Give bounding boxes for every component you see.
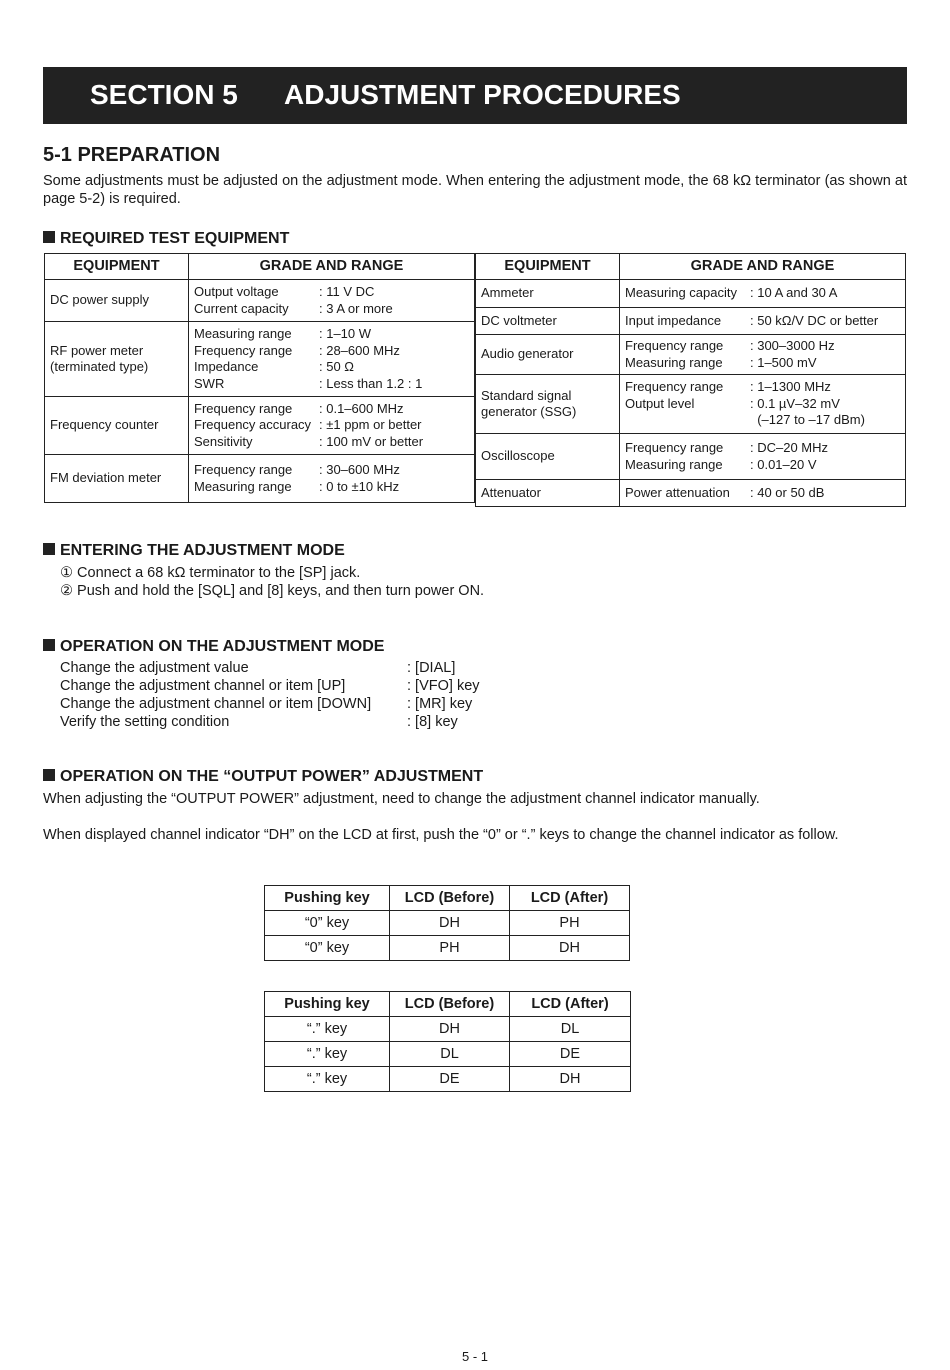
key-table-row: [265, 936, 630, 961]
equipment-row: [476, 375, 906, 434]
key-table-header: LCD (Before): [390, 886, 510, 911]
equipment-row: [476, 335, 906, 375]
equipment-specs: [620, 434, 906, 480]
col-equipment: EQUIPMENT: [45, 254, 189, 280]
spec-value: : 0.01–20 V: [750, 456, 817, 472]
key-table-header: LCD (Before): [390, 992, 510, 1017]
operation-row: [60, 713, 480, 731]
equipment-row: [45, 397, 475, 455]
operation-action: Change the adjustment channel or item [UP]: [60, 678, 346, 694]
equipment-row: [476, 280, 906, 308]
page-number: 5 - 1: [461, 1349, 488, 1364]
key-table-row: [265, 1042, 631, 1067]
equipment-name-line: Frequency counter: [50, 417, 159, 433]
equipment-name: [45, 280, 189, 322]
equipment-name: [476, 280, 620, 308]
key-table-cell: “.” key: [265, 1017, 390, 1042]
key-table-header: Pushing key: [265, 886, 390, 911]
spec-label: Measuring range: [194, 326, 292, 341]
operation-action: Change the adjustment channel or item [DOWN]: [60, 696, 372, 712]
key-table-cell: “0” key: [265, 936, 390, 961]
key-table-cell: DH: [390, 1017, 510, 1042]
square-bullet-icon: [43, 543, 55, 555]
equipment-specs: [189, 322, 475, 397]
equipment-name-line: Attenuator: [481, 484, 541, 500]
spec-label: Frequency range: [625, 379, 724, 395]
equipment-name-line: Standard signal: [481, 387, 572, 403]
spec-list: [625, 379, 900, 429]
operation-key: : [8] key: [407, 714, 458, 730]
spec-label: SWR: [194, 375, 225, 391]
spec-value: : Less than 1.2 : 1: [319, 375, 423, 391]
spec-label: Input impedance: [625, 312, 722, 328]
key-table-cell: “.” key: [265, 1067, 390, 1092]
spec-label: Impedance: [194, 359, 259, 374]
spec-label: Measuring range: [625, 456, 723, 472]
equipment-specs: [189, 455, 475, 503]
equipment-table-right: [475, 253, 906, 507]
operation-key: : [DIAL]: [407, 660, 456, 676]
equipment-name: [476, 480, 620, 507]
key-table-dot: [264, 991, 631, 1092]
spec-value: : 0.1 µV–32 mV: [750, 395, 840, 411]
equipment-specs: [189, 280, 475, 322]
equipment-name-line: FM deviation meter: [50, 470, 162, 486]
spec-value: : 1–1300 MHz: [750, 379, 831, 395]
spec-list: [625, 313, 900, 330]
equipment-name-line: Audio generator: [481, 346, 574, 362]
spec-value: : 1–10 W: [319, 326, 372, 341]
key-table-cell: DE: [510, 1042, 631, 1067]
operation-list: [60, 659, 480, 731]
key-table-zero: [264, 885, 630, 961]
col-grade: GRADE AND RANGE: [189, 254, 475, 280]
spec-value: : 1–500 mV: [750, 354, 817, 370]
spec-label: Sensitivity: [194, 433, 253, 449]
equipment-name: [476, 375, 620, 434]
equipment-specs: [620, 335, 906, 375]
section-number: SECTION 5: [90, 79, 238, 110]
spec-value: : 11 V DC: [319, 284, 375, 299]
spec-value: : 10 A and 30 A: [750, 285, 838, 301]
equipment-specs: [189, 397, 475, 455]
equipment-row: [476, 434, 906, 480]
spec-label: Power attenuation: [625, 484, 730, 500]
equipment-name-line: Ammeter: [481, 285, 534, 301]
key-table-cell: DL: [390, 1042, 510, 1067]
spec-list: [625, 440, 900, 473]
spec-label: Frequency accuracy: [194, 417, 312, 433]
spec-list: [625, 285, 900, 302]
spec-label: Frequency range: [194, 400, 293, 416]
spec-list: [194, 284, 469, 317]
spec-value: : ±1 ppm or better: [319, 417, 422, 433]
spec-value: : 0 to ±10 kHz: [319, 478, 400, 494]
spec-value: : 100 mV or better: [319, 433, 424, 449]
equipment-specs: [620, 280, 906, 308]
spec-value: : 40 or 50 dB: [750, 484, 825, 500]
key-table-cell: DH: [390, 911, 510, 936]
operation-row: [60, 677, 480, 695]
square-bullet-icon: [43, 769, 55, 781]
equipment-name: [45, 455, 189, 503]
spec-label: Measuring range: [194, 478, 292, 494]
entering-step: ① Connect a 68 kΩ terminator to the [SP] jack.: [60, 565, 361, 581]
square-bullet-icon: [43, 639, 55, 651]
spec-label: Frequency range: [194, 462, 293, 477]
spec-label: Frequency range: [194, 342, 293, 358]
operation-action: Change the adjustment value: [60, 660, 249, 676]
key-table-header: LCD (After): [510, 992, 631, 1017]
preparation-heading: 5-1 PREPARATION: [43, 144, 221, 166]
key-table-cell: PH: [390, 936, 510, 961]
equipment-name: [45, 322, 189, 397]
equipment-name-line: (terminated type): [50, 359, 149, 374]
col-equipment: EQUIPMENT: [476, 254, 620, 280]
equipment-specs: [620, 480, 906, 507]
equipment-name-line: RF power meter: [50, 342, 144, 358]
equipment-name: [45, 397, 189, 455]
output-power-heading: OPERATION ON THE “OUTPUT POWER” ADJUSTMENT: [43, 768, 483, 786]
spec-value: : 300–3000 Hz: [750, 338, 835, 353]
operation-row: [60, 695, 480, 713]
key-table-header: LCD (After): [510, 886, 630, 911]
spec-label: Frequency range: [625, 440, 724, 455]
spec-label: Measuring range: [625, 354, 723, 370]
entering-heading: ENTERING THE ADJUSTMENT MODE: [43, 542, 345, 560]
spec-label: Output level: [625, 395, 695, 411]
equipment-row: [45, 322, 475, 397]
equipment-row: [45, 280, 475, 322]
key-table-cell: DH: [510, 1067, 631, 1092]
operation-heading: OPERATION ON THE ADJUSTMENT MODE: [43, 638, 384, 656]
equipment-table-left: [44, 253, 475, 503]
operation-row: [60, 659, 480, 677]
section-title: ADJUSTMENT PROCEDURES: [284, 79, 681, 110]
equipment-row: [476, 308, 906, 335]
key-table-row: [265, 1067, 631, 1092]
operation-action: Verify the setting condition: [60, 714, 230, 730]
square-bullet-icon: [43, 231, 55, 243]
key-table-cell: DH: [510, 936, 630, 961]
spec-label: Measuring capacity: [625, 285, 737, 301]
key-table-cell: “.” key: [265, 1042, 390, 1067]
key-table-cell: “0” key: [265, 911, 390, 936]
spec-value: : 28–600 MHz: [319, 342, 400, 358]
spec-list: [625, 485, 900, 502]
key-table-header: Pushing key: [265, 992, 390, 1017]
spec-value: : 50 Ω: [319, 359, 355, 374]
equipment-name-line: Oscilloscope: [481, 448, 555, 464]
spec-value: : 3 A or more: [319, 300, 393, 316]
output-power-text1: When adjusting the “OUTPUT POWER” adjustment, need to change the adjustment channel indicator manually.: [43, 791, 760, 807]
key-table-row: [265, 1017, 631, 1042]
spec-value: : 50 kΩ/V DC or better: [750, 312, 879, 328]
equipment-name: [476, 434, 620, 480]
equipment-specs: [620, 308, 906, 335]
spec-list: [194, 462, 469, 495]
spec-value: : 0.1–600 MHz: [319, 400, 404, 416]
spec-label: Output voltage: [194, 284, 279, 299]
equipment-name: [476, 308, 620, 335]
key-table-cell: DL: [510, 1017, 631, 1042]
spec-value: : 30–600 MHz: [319, 462, 400, 477]
equipment-name-line: DC voltmeter: [481, 312, 557, 328]
output-power-text2: When displayed channel indicator “DH” on the LCD at first, push the “0” or “.” keys to change the channel indicator as follow.: [43, 827, 839, 843]
equipment-name-line: generator (SSG): [481, 404, 577, 419]
equipment-name: [476, 335, 620, 375]
equipment-row: [476, 480, 906, 507]
entering-step: ② Push and hold the [SQL] and [8] keys, and then turn power ON.: [60, 583, 485, 599]
spec-label: Frequency range: [625, 338, 724, 353]
section-banner: [43, 67, 907, 124]
spec-value: (–127 to –17 dBm): [750, 412, 865, 428]
equipment-name-line: DC power supply: [50, 292, 149, 308]
spec-label: Current capacity: [194, 300, 289, 316]
spec-value: : DC–20 MHz: [750, 440, 829, 455]
required-heading: REQUIRED TEST EQUIPMENT: [43, 230, 289, 248]
key-table-cell: PH: [510, 911, 630, 936]
spec-list: [194, 401, 469, 451]
spec-list: [194, 326, 469, 392]
equipment-row: [45, 455, 475, 503]
preparation-text: Some adjustments must be adjusted on the adjustment mode. When entering the adjustment mode, the 68 kΩ terminator (as shown at page 5-2) is required.: [43, 173, 907, 207]
operation-key: : [VFO] key: [407, 678, 480, 694]
spec-list: [625, 338, 900, 371]
key-table-cell: DE: [390, 1067, 510, 1092]
entering-steps: [60, 564, 900, 600]
operation-key: : [MR] key: [407, 696, 473, 712]
spec-label: [625, 412, 750, 429]
key-table-row: [265, 911, 630, 936]
equipment-specs: [620, 375, 906, 434]
col-grade: GRADE AND RANGE: [620, 254, 906, 280]
